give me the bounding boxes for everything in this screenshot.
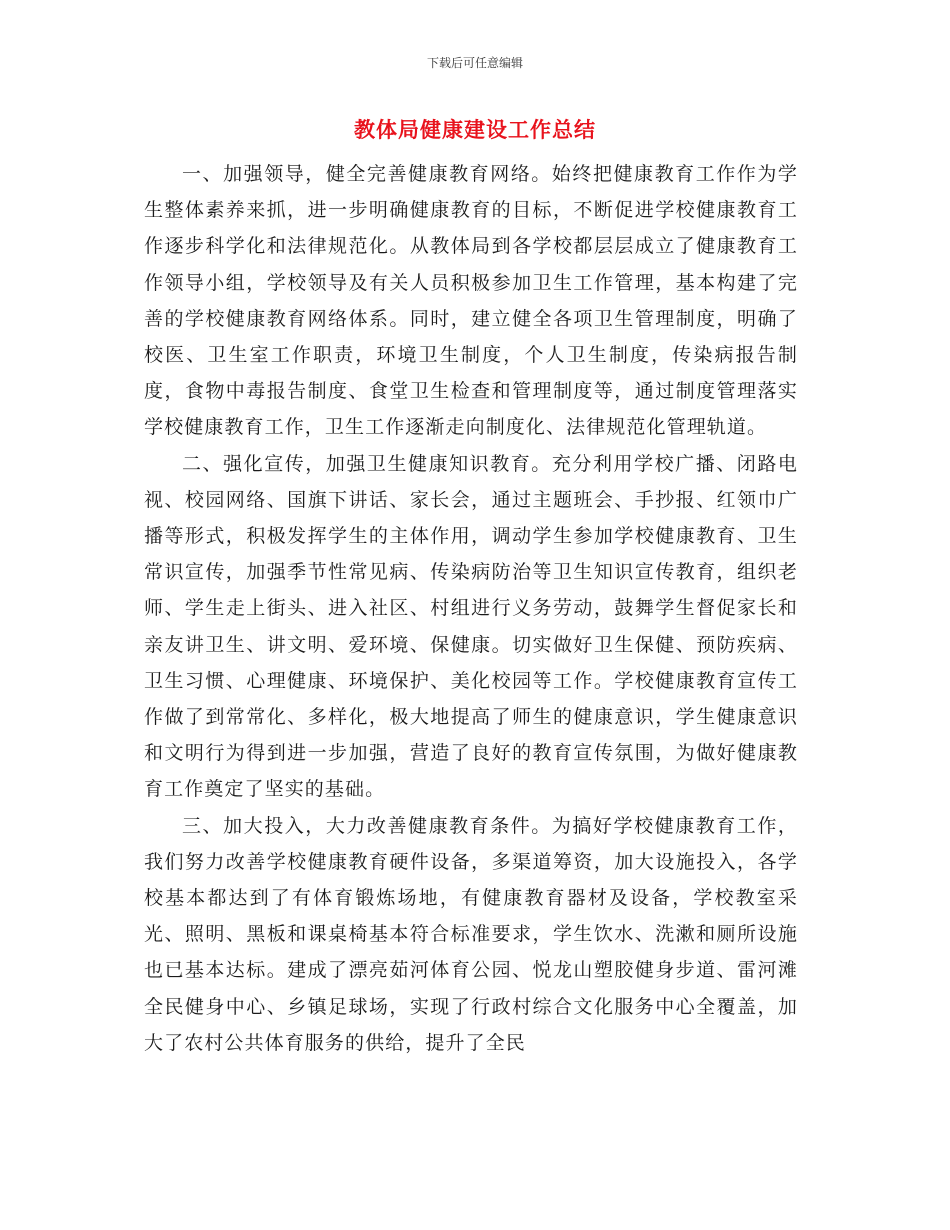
paragraph: 三、加大投入，大力改善健康教育条件。为搞好学校健康教育工作，我们努力改善学校健康教育硬件设备，多渠道筹资，加大设施投入，各学校基本都达到了有体育锻炼场地，有健康教育器材及设备，学校教室采光、照明、黑板和课桌椅基本符合标准要求，学生饮水、洗漱和厕所设施也已基本达标。建成了漂亮茹河体育公园、悦龙山塑胶健身步道、雷河滩全民健身中心、乡镇足球场，实现了行政村综合文化服务中心全覆盖，加大了农村公共体育服务的供给，提升了全民 bbox=[144, 814, 798, 1054]
document-body bbox=[144, 156, 798, 1061]
document-title: 教体局健康建设工作总结 bbox=[354, 118, 596, 142]
paragraph: 一、加强领导，健全完善健康教育网络。始终把健康教育工作作为学生整体素养来抓，进一步明确健康教育的目标，不断促进学校健康教育工作逐步科学化和法律规范化。从教体局到各学校都层层成立了健康教育工作领导小组，学校领导及有关人员积极参加卫生工作管理，基本构建了完善的学校健康教育网络体系。同时，建立健全各项卫生管理制度，明确了校医、卫生室工作职责，环境卫生制度，个人卫生制度，传染病报告制度，食物中毒报告制度、食堂卫生检查和管理制度等，通过制度管理落实学校健康教育工作，卫生工作逐渐走向制度化、法律规范化管理轨道。 bbox=[144, 163, 798, 439]
paragraph: 二、强化宣传，加强卫生健康知识教育。充分利用学校广播、闭路电视、校园网络、国旗下讲话、家长会，通过主题班会、手抄报、红领巾广播等形式，积极发挥学生的主体作用，调动学生参加学校健康教育、卫生常识宣传，加强季节性常见病、传染病防治等卫生知识宣传教育，组织老师、学生走上街头、进入社区、村组进行义务劳动，鼓舞学生督促家长和亲友讲卫生、讲文明、爱环境、保健康。切实做好卫生保健、预防疾病、卫生习惯、心理健康、环境保护、美化校园等工作。学校健康教育宣传工作做了到常常化、多样化，极大地提高了师生的健康意识，学生健康意识和文明行为得到进一步加强，营造了良好的教育宣传氛围，为做好健康教育工作奠定了坚实的基础。 bbox=[144, 452, 798, 801]
header-note: 下载后可任意编辑 bbox=[426, 56, 523, 70]
